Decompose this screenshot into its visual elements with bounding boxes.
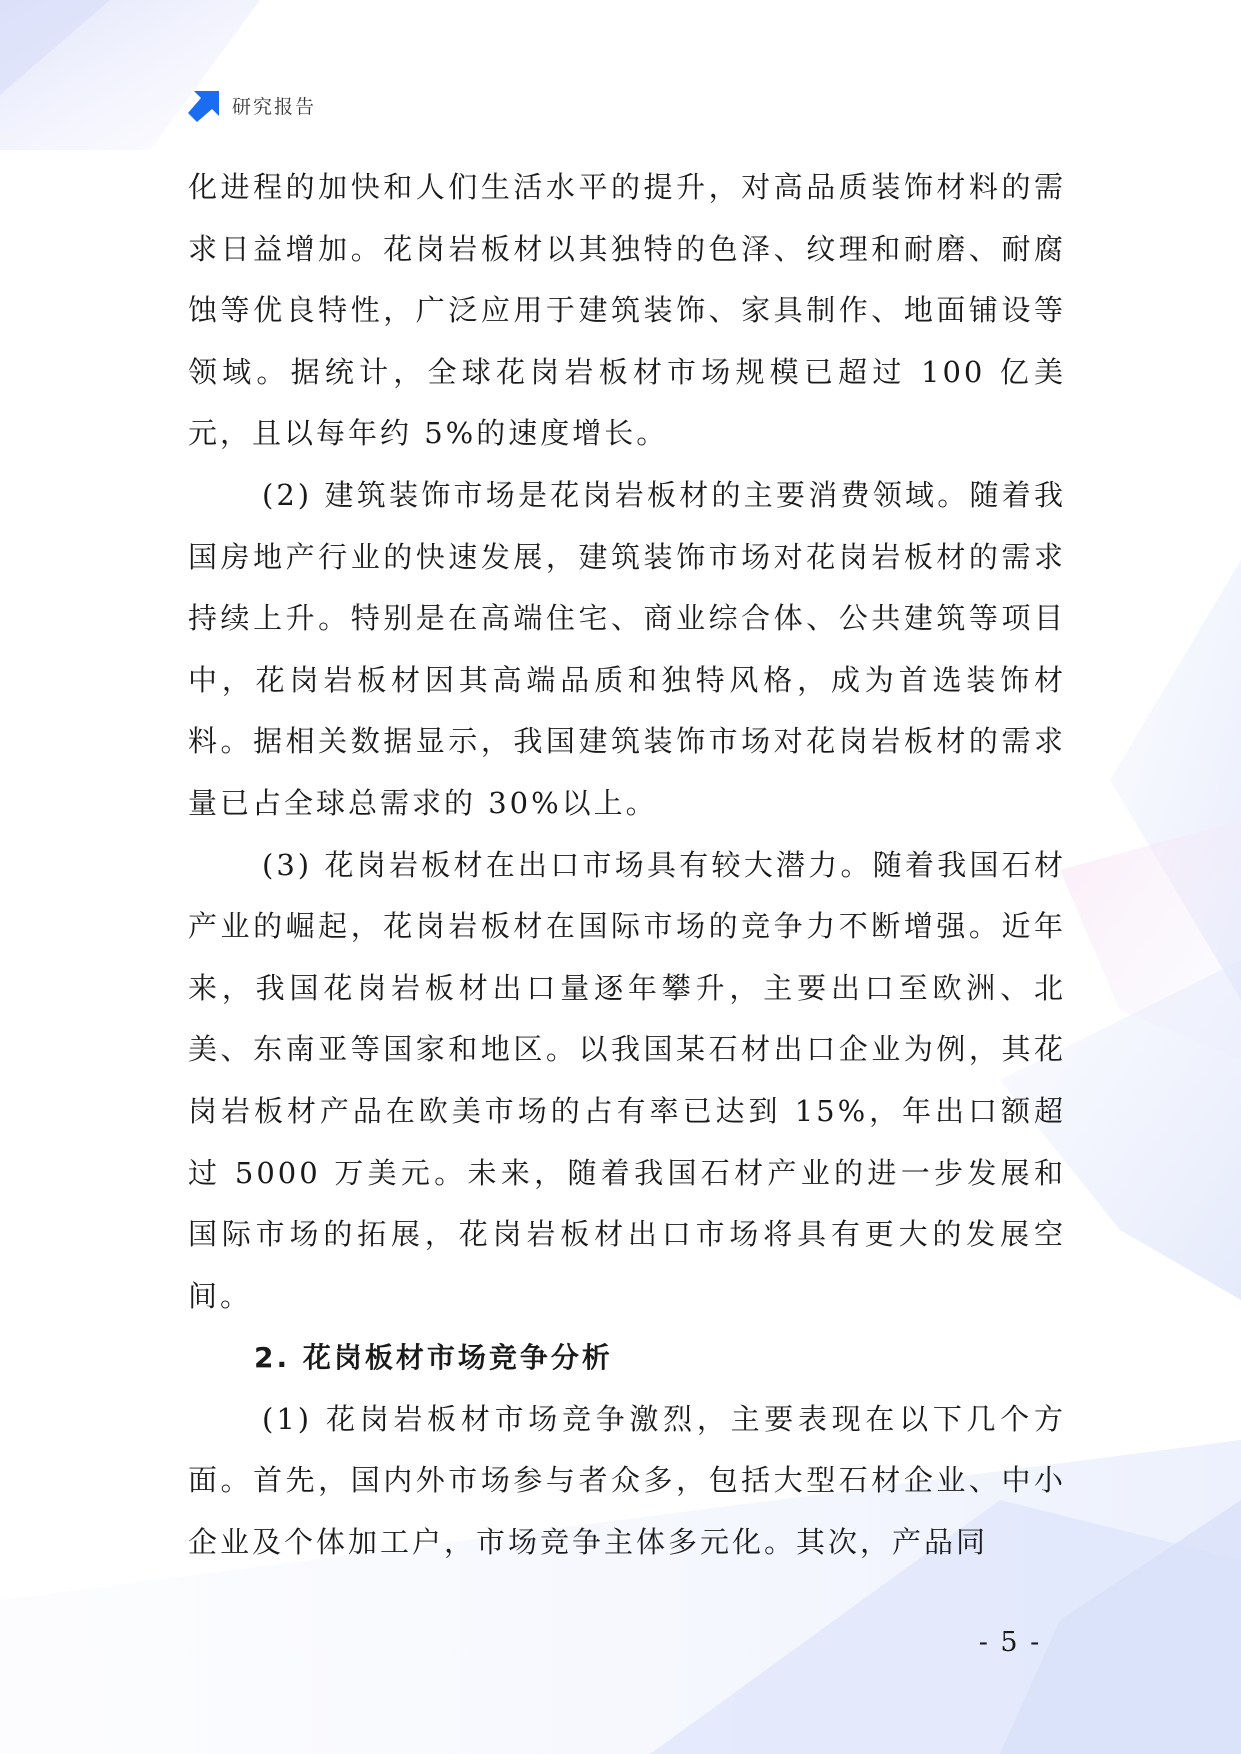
report-header <box>188 88 316 122</box>
header-title: 研究报告 <box>232 95 317 118</box>
paragraph-section-point-1: (1) 花岗岩板材市场竞争激烈，主要表现在以下几个方面。首先，国内外市场参与者众多，包括大型石材企业、中小企业及个体加工户，市场竞争主体多元化。其次，产品同 <box>188 1401 1066 1560</box>
page-number: - 5 - <box>978 1627 1042 1658</box>
paragraph-point-2: (2) 建筑装饰市场是花岗岩板材的主要消费领域。随着我国房地产行业的快速发展，建筑装饰市场对花岗岩板材的需求持续上升。特别是在高端住宅、商业综合体、公共建筑等项目中，花岗岩板材因其高端品质和独特风格，成为首选装饰材料。据相关数据显示，我国建筑装饰市场对花岗岩板材的需求量已占全球总需求的 30%以上。 <box>188 477 1066 820</box>
section-heading: 2. 花岗板材市场竞争分析 <box>254 1341 613 1375</box>
document-body <box>188 157 1066 1574</box>
paragraph-continued: 化进程的加快和人们生活水平的提升，对高品质装饰材料的需求日益增加。花岗岩板材以其独特的色泽、纹理和耐磨、耐腐蚀等优良特性，广泛应用于建筑装饰、家具制作、地面铺设等领域。据统计，全球花岗岩板材市场规模已超过 100 亿美元，且以每年约 5%的速度增长。 <box>188 170 1066 451</box>
arrow-up-right-icon <box>188 88 222 122</box>
paragraph-point-3: (3) 花岗岩板材在出口市场具有较大潜力。随着我国石材产业的崛起，花岗岩板材在国际市场的竞争力不断增强。近年来，我国花岗岩板材出口量逐年攀升，主要出口至欧洲、北美、东南亚等国家和地区。以我国某石材出口企业为例，其花岗岩板材产品在欧美市场的占有率已达到 15%，年出口额超过 5000 万美元。未来，随着我国石材产业的进一步发展和国际市场的拓展，花岗岩板材出口市场将具有更大的发展空间。 <box>188 847 1066 1313</box>
